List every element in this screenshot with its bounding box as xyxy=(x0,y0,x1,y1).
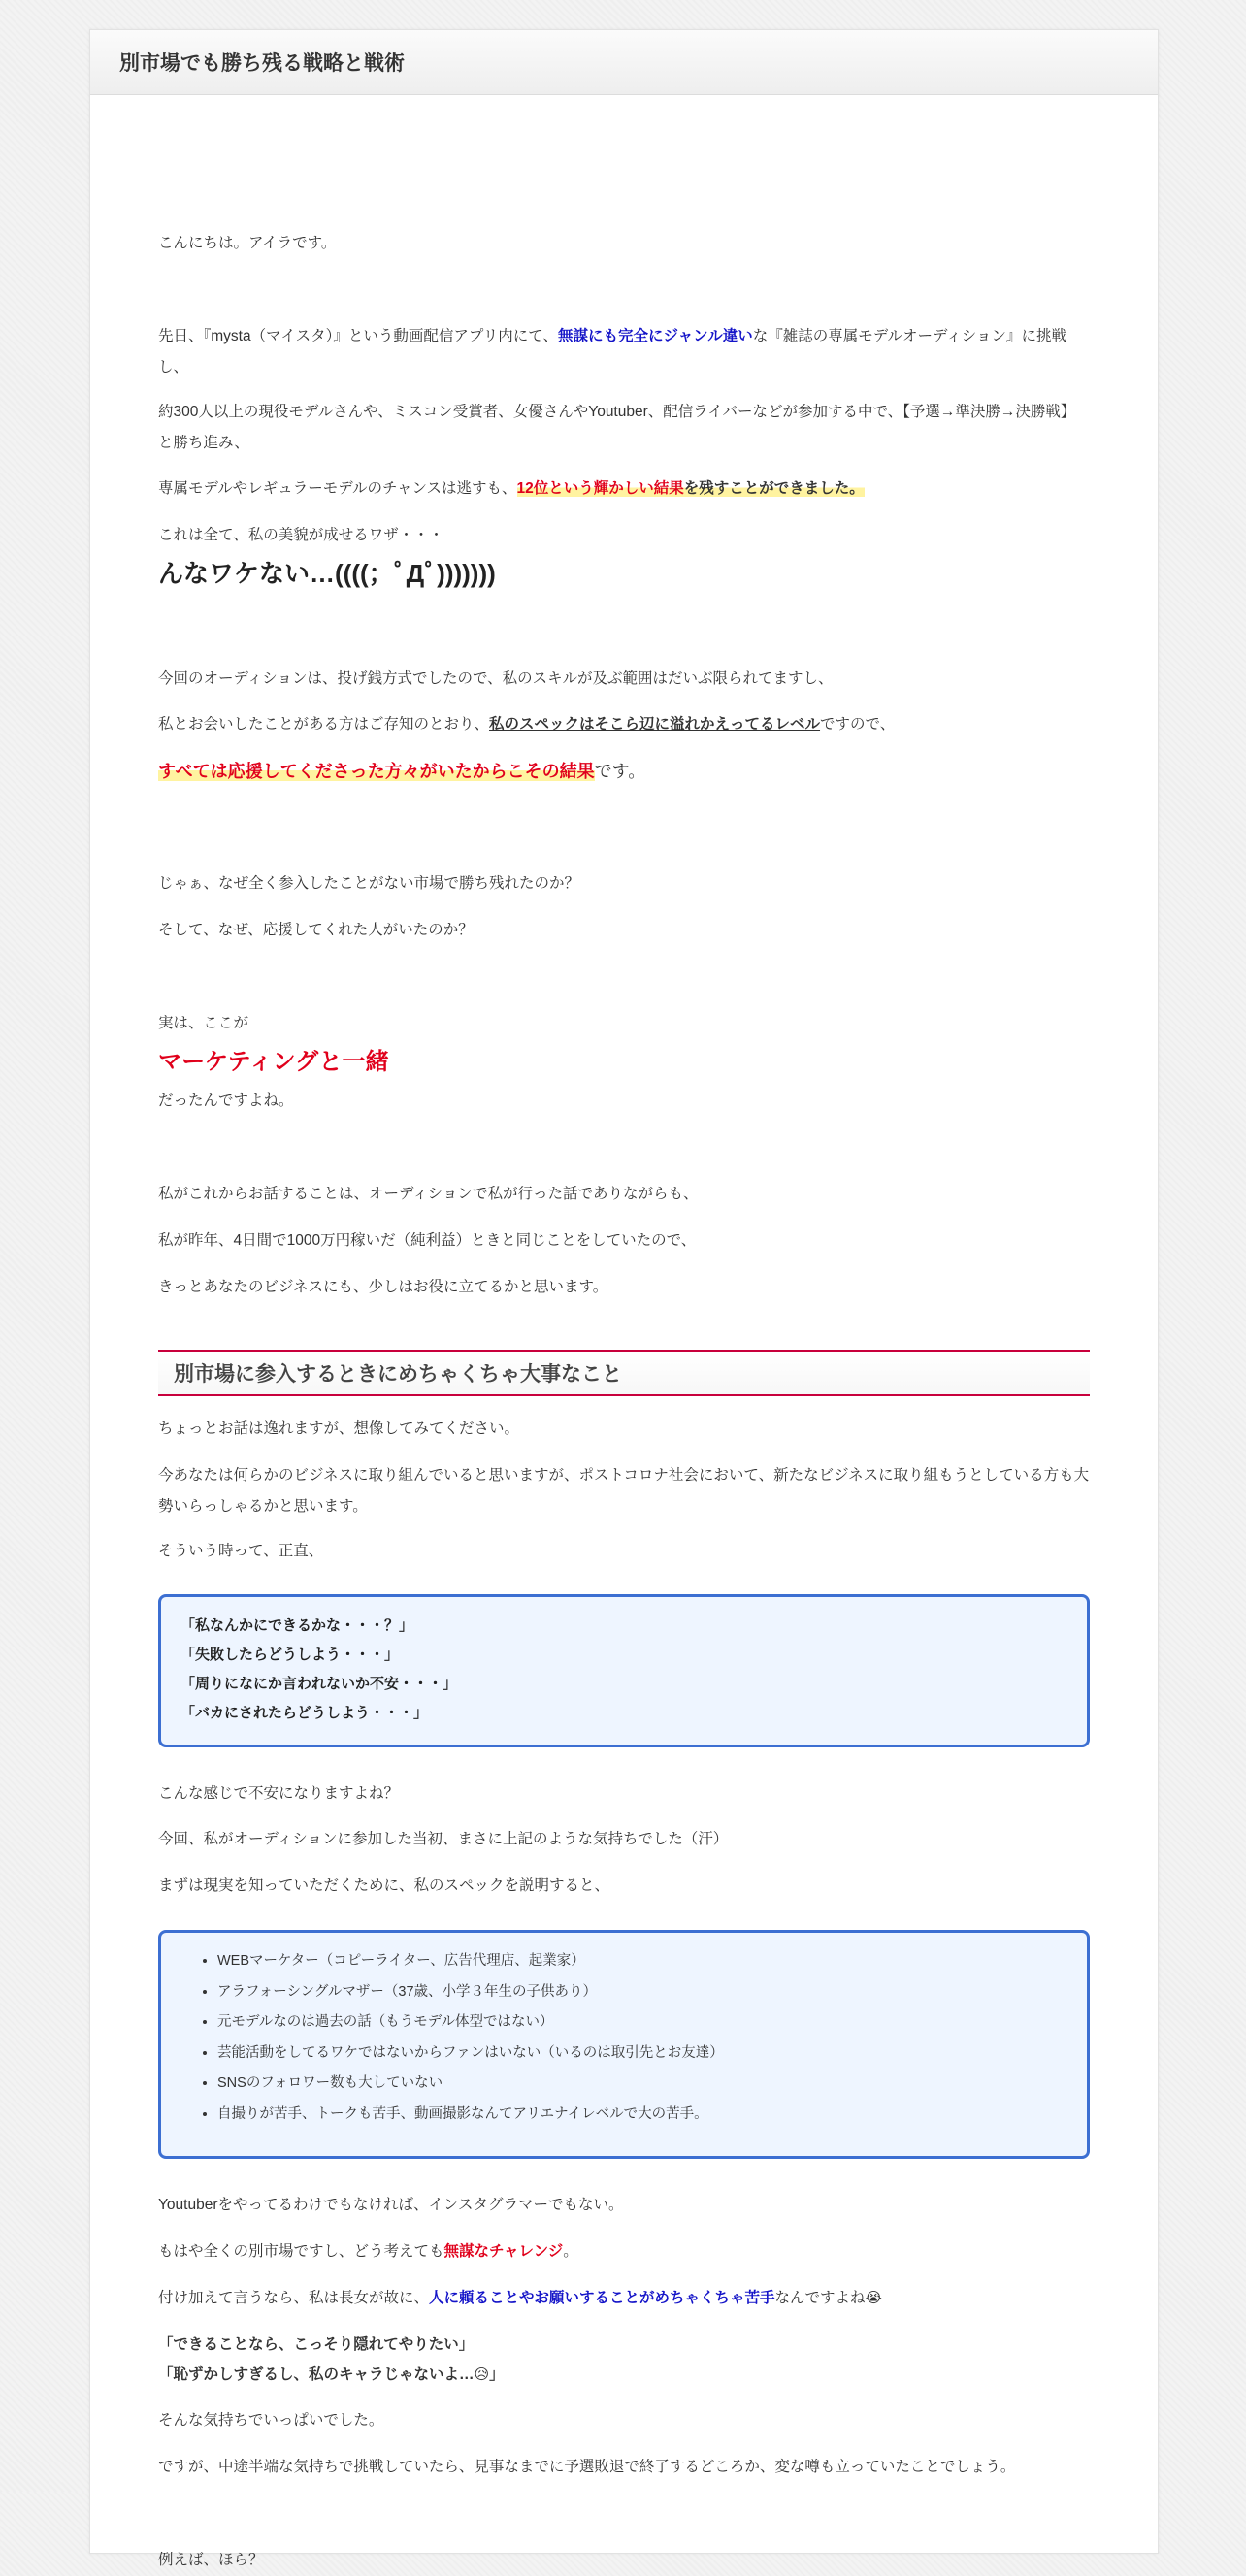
paragraph-why-2: そして、なぜ、応援してくれた人がいたのか？ xyxy=(158,922,474,938)
worries-box xyxy=(158,1594,1090,1747)
highlight-thanks: すべては応援してくださった方々がいたからこその結果 xyxy=(158,762,595,781)
worry-quote: 「私なんかにできるかな・・・？」 xyxy=(180,1617,414,1634)
paragraph-eldest: 付け加えて言うなら、私は長女が故に、人に頼ることやお願いすることがめちゃくちゃ苦手なんですよね😭 xyxy=(158,2290,883,2306)
paragraph-was: だったんですよね。 xyxy=(158,1092,294,1109)
crying-face-icon: 😭 xyxy=(865,2290,883,2306)
paragraph-greeting: こんにちは。アイラです。 xyxy=(158,235,337,251)
section-heading: 別市場に参入するときにめちゃくちゃ大事なこと xyxy=(158,1350,1090,1396)
underline-spec: 私のスペックはそこら辺に溢れかえってるレベル xyxy=(489,716,821,733)
article-card xyxy=(89,29,1159,2568)
spec-item: • SNSのフォロワー数も大していない xyxy=(217,2069,1087,2100)
paragraph-result: 専属モデルやレギュラーモデルのチャンスは逃すも、12位という輝かしい結果を残すことができました。 xyxy=(158,480,865,497)
spec-item: • アラフォーシングルマザー（37歳、小学３年生の子供あり） xyxy=(217,1977,1087,2008)
spec-item: • 芸能活動をしてるワケではないからファンはいない（いるのは取引先とお友達） xyxy=(217,2038,1087,2070)
highlight-blue: 無謀にも完全にジャンル違い xyxy=(557,328,753,344)
worry-quote: 「周りになにか言われないか不安・・・」 xyxy=(180,1676,458,1692)
quote-hide: 「できることなら、こっそり隠れてやりたい」 xyxy=(158,2336,475,2353)
paragraph-explain-spec: まずは現実を知っていただくために、私のスペックを説明すると、 xyxy=(158,1877,610,1894)
paragraph-business: 今あなたは何らかのビジネスに取り組んでいると思いますが、ポストコロナ社会において、新たなビジネスに取り組もうとしている方も大勢いらっしゃるかと思います。 xyxy=(158,1467,1090,1515)
emphasis-no-way: んなワケない…((((；ﾟДﾟ))))))) xyxy=(158,559,496,588)
paragraph-spec: 私とお会いしたことがある方はご存知のとおり、私のスペックはそこら辺に溢れかえってるレベルですので、 xyxy=(158,716,896,733)
paragraph-tipping: 今回のオーディションは、投げ銭方式でしたので、私のスキルが及ぶ範囲はだいぶ限られてますし、 xyxy=(158,670,834,687)
highlight-challenge: 無謀なチャレンジ xyxy=(443,2243,564,2260)
paragraph-intro: 先日、『mysta（マイスタ）』という動画配信アプリ内にて、無謀にも完全にジャンル違いな『雑誌の専属モデルオーディション』に挑戦し、 xyxy=(158,328,1066,375)
paragraph-anxious: こんな感じで不安になりますよね？ xyxy=(158,1785,400,1802)
spec-item: • 元モデルなのは過去の話（もうモデル体型ではない） xyxy=(217,2007,1087,2038)
article-header xyxy=(90,30,1158,95)
paragraph-for-example: 例えば、ほら？ xyxy=(158,2552,264,2568)
paragraph-halfhearted: ですが、中途半端な気持ちで挑戦していたら、見事なまでに予選敗退で終了するどころか、変な噂も立っていたことでしょう。 xyxy=(158,2459,1016,2475)
paragraph-story: 私がこれからお話することは、オーディションで私が行った話でありながらも、 xyxy=(158,1186,699,1202)
paragraph-actually: 実は、ここが xyxy=(158,1015,249,1031)
page-title: 別市場でも勝ち残る戦略と戦術 xyxy=(119,52,405,75)
paragraph-useful: きっとあなたのビジネスにも、少しはお役に立てるかと思います。 xyxy=(158,1279,608,1295)
paragraph-full-feeling: そんな気持ちでいっぱいでした。 xyxy=(158,2412,384,2429)
worry-quote: 「失敗したらどうしよう・・・」 xyxy=(180,1647,400,1663)
paragraph-beauty: これは全て、私の美貌が成せるワザ・・・ xyxy=(158,527,444,543)
paragraph-progress: 約300人以上の現役モデルさんや、ミスコン受賞者、女優さんやYoutuber、配信ライバーなどが参加する中で、【予選→準決勝→決勝戦】と勝ち進み、 xyxy=(158,404,1076,451)
paragraph-challenge: もはや全くの別市場ですし、どう考えても無謀なチャレンジ。 xyxy=(158,2243,578,2260)
highlight-asking: 人に頼ることやお願いすることがめちゃくちゃ苦手 xyxy=(429,2290,775,2306)
spec-box xyxy=(158,1930,1090,2159)
quote-embarrassed: 「恥ずかしすぎるし、私のキャラじゃないよ…😥」 xyxy=(158,2366,505,2383)
paragraph-imagine: ちょっとお話は逸れますが、想像してみてください。 xyxy=(158,1420,520,1437)
sad-face-icon: 😥 xyxy=(474,2366,490,2383)
paragraph-honestly: そういう時って、正直、 xyxy=(158,1543,324,1559)
paragraph-last-year: 私が昨年、4日間で1000万円稼いだ（純利益）ときと同じことをしていたので、 xyxy=(158,1232,697,1249)
paragraph-thanks: すべては応援してくださった方々がいたからこその結果です。 xyxy=(158,762,646,781)
spec-item: • WEBマーケター（コピーライター、広告代理店、起業家） xyxy=(217,1946,1087,1977)
spec-item: • 自撮りが苦手、トークも苦手、動画撮影なんてアリエナイレベルで大の苦手。 xyxy=(217,2100,1087,2131)
worry-quote: 「バカにされたらどうしよう・・・」 xyxy=(180,1705,429,1721)
paragraph-not-youtuber: Youtuberをやってるわけでもなければ、インスタグラマーでもない。 xyxy=(158,2197,624,2213)
highlight-result: 12位という輝かしい結果を残すことができました。 xyxy=(516,480,865,497)
emphasis-marketing: マーケティングと一緒 xyxy=(158,1049,389,1075)
paragraph-feeling: 今回、私がオーディションに参加した当初、まさに上記のような気持ちでした（汗） xyxy=(158,1831,729,1847)
spec-list xyxy=(161,1946,1087,2130)
paragraph-why-1: じゃぁ、なぜ全く参入したことがない市場で勝ち残れたのか？ xyxy=(158,875,580,892)
